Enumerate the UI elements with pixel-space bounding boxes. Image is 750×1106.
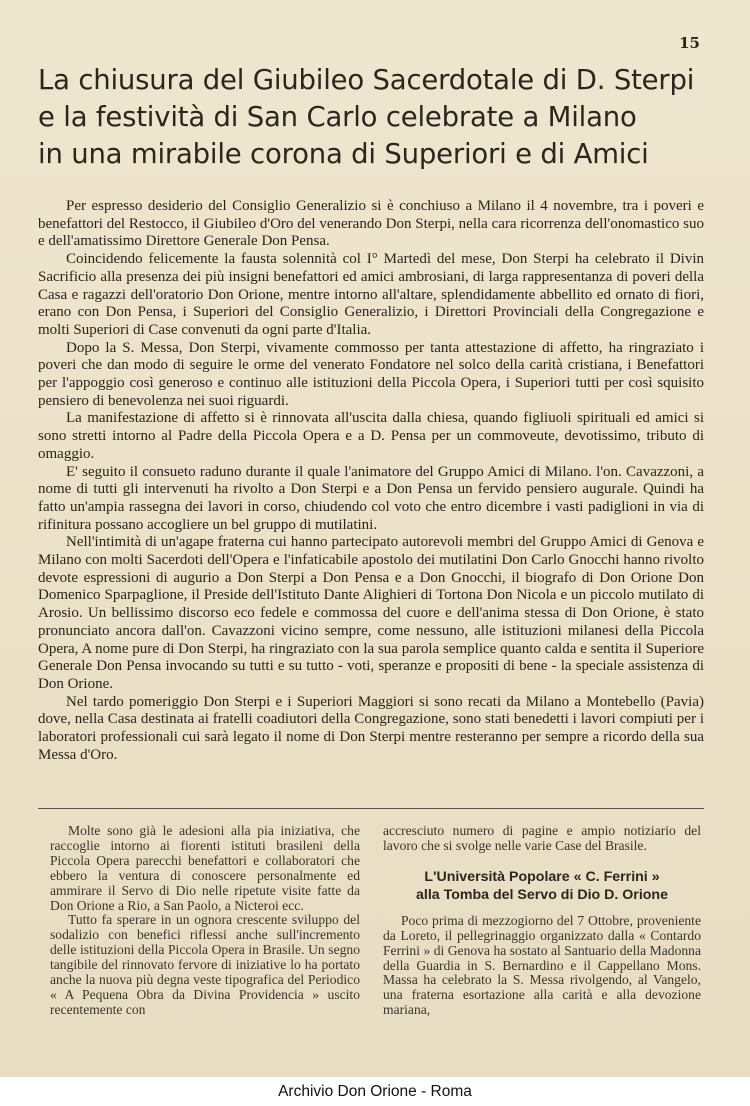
- column-paragraph: Molte sono già le adesioni alla pia iniziativa, che raccoglie intorno ai fiorenti istituti brasileni della Piccola Opera parecchi benefattori e collaboratori che ebbero la ventura di conoscere personalmente ed ammirare il Servo di Dio nelle ripetute visite fatte da Don Orione a Rio, a San Paolo, a Nicteroi ecc.: [50, 823, 360, 913]
- column-paragraph: Tutto fa sperare in un ognora crescente sviluppo del sodalizio con benefici riflessi anche sull'incremento delle istituzioni della Piccola Opera in Brasile. Un segno tangibile del rinnovato fervore di iniziative lo ha portato anche la nuova più degna veste tipografica del Periodico « A Pequena Obra da Divina Providencia » uscito recentemente con: [50, 912, 360, 1017]
- section-heading: [383, 868, 701, 904]
- section-heading-line: L'Università Popolare « C. Ferrini »: [424, 868, 660, 885]
- left-column: [50, 824, 360, 1018]
- right-column: [383, 824, 701, 1018]
- article-paragraph: Coincidendo felicemente la fausta solennità col I° Martedì del mese, Don Sterpi ha celebrato il Divin Sacrificio alla presenza dei più insigni benefattori ed amici ambrosiani, di larga rappresentanza di poveri della Casa e ragazzi dell'oratorio Don Orione, mentre intorno all'altare, splendidamente abbellito ed ornato di fiori, erano con Don Pensa, i Superiori del Consiglio Generalizio, i Direttori Provinciali della Congregazione e molti Superiori di Case convenuti da ogni parte d'Italia.: [38, 251, 704, 338]
- column-paragraph: Poco prima di mezzogiorno del 7 Ottobre, proveniente da Loreto, il pellegrinaggio organizzato dalla « Contardo Ferrini » di Genova ha sostato al Santuario della Madonna della Guardia in S. Bernardino e il Cappellano Mons. Massa ha celebrato la S. Messa rivolgendo, al Vangelo, una fraterna esortazione alla carità e alla devozione mariana,: [383, 912, 701, 1018]
- article-paragraph: Per espresso desiderio del Consiglio Generalizio si è conchiuso a Milano il 4 novembre, tra i poveri e benefattori del Restocco, il Giubileo d'Oro del venerando Don Sterpi, nella cara ricorrenza dell'onomastico suo e dell'amatissimo Direttore Generale Don Pensa.: [38, 198, 704, 250]
- headline-line: e la festività di San Carlo celebrate a Milano: [38, 101, 637, 133]
- article-paragraph: Nell'intimità di un'agape fraterna cui hanno partecipato autorevoli membri del Gruppo Amici di Genova e Milano con molti Sacerdoti dell'Opera e l'infaticabile apostolo dei mutilatini Don Carlo Gnocchi hanno rivolto devote espressioni di augurio a Don Sterpi a Don Pensa e a Don Gnocchi, il biografo di Don Orione Don Domenico Sparpaglione, il Preside dell'Istituto Dante Alighieri di Tortona Don Nicola e un piccolo mutilato di Arosio. Un bellissimo discorso eco fedele e commossa del cuore e dell'anima stessa di Don Orione, è stato pronunciato ancora dall'on. Cavazzoni vicino sempre, come nessuno, alle istituzioni milanesi della Piccola Opera, A nome pure di Don Sterpi, ha ringraziato con la sua parola semplice quanto calda e sentita il Superiore Generale Don Pensa invocando su tutti e su tutto - voti, speranze e propositi di bene - la speciale assistenza di Don Orione.: [38, 534, 704, 692]
- section-heading-line: alla Tomba del Servo di Dio D. Orione: [415, 886, 668, 903]
- headline-line: in una mirabile corona di Superiori e di Amici: [38, 138, 649, 170]
- article-headline: [38, 62, 708, 173]
- section-divider: [38, 808, 704, 809]
- article-paragraph: La manifestazione di affetto si è rinnovata all'uscita dalla chiesa, quando figliuoli spirituali ed amici si sono stretti intorno al Padre della Piccola Opera e a D. Pensa per un commoveute, devotissimo, tributo di omaggio.: [38, 410, 704, 462]
- article-paragraph: Dopo la S. Messa, Don Sterpi, vivamente commosso per tanta attestazione di affetto, ha ringraziato i poveri che dan modo di seguire le orme del venerato Fondatore nel solco della carità cristiana, i Benefattori per l'appoggio così generoso e continuo alle istituzioni della Piccola Opera, i Superiori tutti per così squisito pensiero di benevolenza nei suoi riguardi.: [38, 339, 704, 409]
- headline-line: La chiusura del Giubileo Sacerdotale di D. Sterpi: [38, 64, 695, 96]
- page-number: 15: [679, 34, 700, 52]
- archive-footer-text: Archivio Don Orione - Roma: [278, 1083, 472, 1100]
- article-paragraph: E' seguito il consueto raduno durante il quale l'animatore del Gruppo Amici di Milano. l'on. Cavazzoni, a nome di tutti gli intervenuti ha rivolto a Don Sterpi e a Don Pensa un fervido pensiero augurale. Quindi ha fatto un'ampia rassegna dei lavori in corso, chiudendo col voto che entro dicembre i vasti padiglioni in via di rifinitura possano accogliere un bel gruppo di mutilatini.: [38, 463, 704, 533]
- article-paragraph: Nel tardo pomeriggio Don Sterpi e i Superiori Maggiori si sono recati da Milano a Montebello (Pavia) dove, nella Casa destinata ai fratelli coadiutori della Congregazione, sono stati benedetti i lavori compiuti per i laboratori professionali cui sarà legato il nome di Don Sterpi mentre resteranno per sempre a ricordo della sua Messa d'Oro.: [38, 693, 704, 763]
- column-continuation: accresciuto numero di pagine e ampio notiziario del lavoro che si svolge nelle varie Case del Brasile.: [383, 823, 701, 853]
- article-body: [38, 198, 704, 765]
